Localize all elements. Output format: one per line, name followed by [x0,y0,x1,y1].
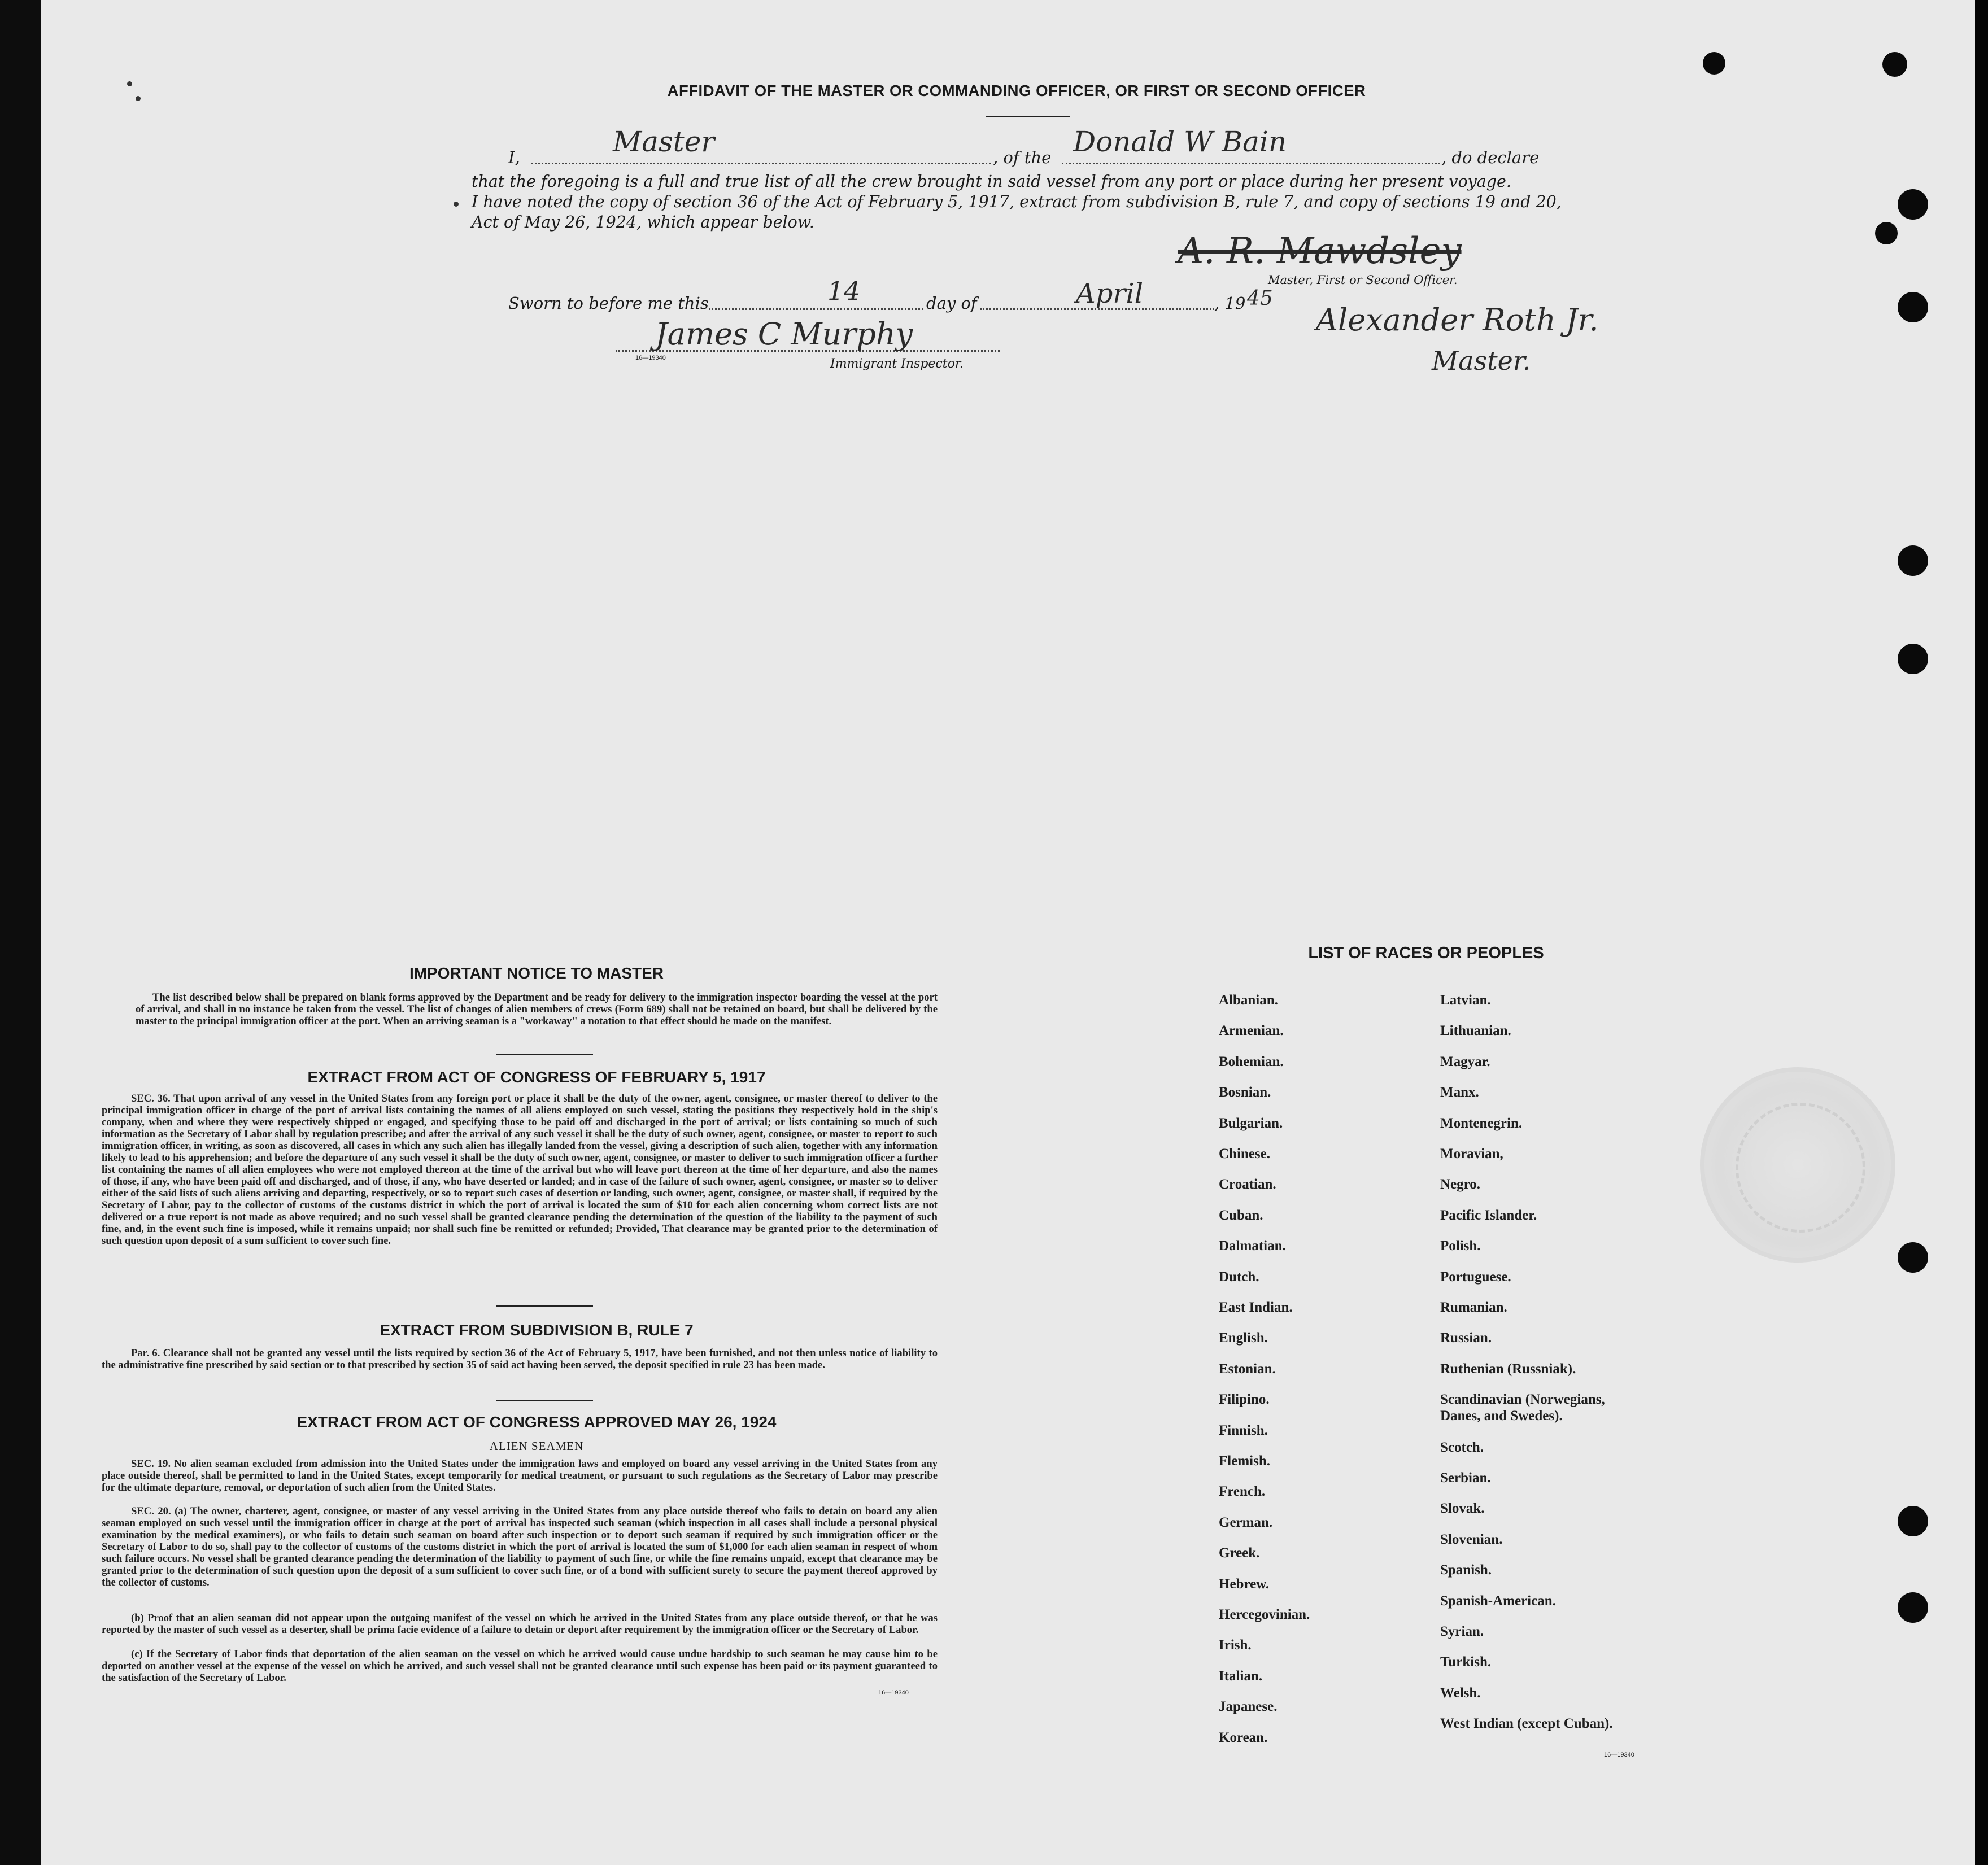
race-item: Magyar. [1440,1054,1490,1069]
extract-1917-text: SEC. 36. That upon arrival of any vessel in the United States from any foreign port or place it shall be the duty of the owner, agent, consignee, or master thereof to deliver to the principal immigration officer in charge of the port of arrival lists containing the names of all aliens employed on such vessel, stating the positions they respectively hold in the ship's company, when and where they were respectively shipped or engaged, and specifying those to be paid off and discharged in the port of arrival; or lists containing so much of such information as the Secretary of Labor shall by regulation prescribe; and after the arrival of any such vessel it shall be the duty of such owner, agent, consignee, or master to report to such immigration officer, in writing, as soon as discovered, all cases in which any such alien has illegally landed from the vessel, giving a description of such alien, together with any information likely to lead to his apprehension; and before the departure of any such vessel it shall be the duty of such owner, agent, consignee, or master to deliver to such immigration officer a further list containing the names of all alien employees who were not employed thereon at the time of the arrival but who will leave port thereon at the time of her departure, and also the names of those, if any, who have been paid off and discharged, and of those, if any, who have deserted or landed; and in case of the failure of such owner, agent, consignee, or master so to deliver either of the said lists of such aliens arriving and departing, respectively, or so to report such cases of desertion or landing, such owner, agent, consignee, or master shall, if required by the Secretary of Labor, pay to the collector of customs of the customs district in which the port of arrival is located the sum of $10 for each alien concerning whom correct lists are not delivered or a true report is not made as above required; and no such vessel shall be granted clearance pending the determination of the question of the liability to the payment of such fine, and, in the event such fine is imposed, while it remains unpaid; nor shall such fine be remitted or refunded; Provided, That clearance may be granted prior to the determination of such question upon deposit of a sum sufficient to cover such fine. [102,1093,938,1247]
binder-hole [1898,644,1928,674]
month-handwritten: April [1076,278,1144,309]
inspector-signature: James C Murphy [655,316,913,352]
race-item: Flemish. [1219,1453,1270,1469]
race-item: Hebrew. [1219,1576,1270,1592]
notice-rule [496,1054,593,1055]
master-caption: Master, First or Second Officer. [1268,273,1458,287]
races-title: LIST OF RACES OR PEOPLES [1308,944,1544,962]
race-item: German. [1219,1514,1273,1530]
race-item: Ruthenian (Russniak). [1440,1361,1576,1377]
inspector-caption: Immigrant Inspector. [830,357,964,371]
binder-hole [1898,189,1928,220]
race-item: Chinese. [1219,1146,1270,1161]
race-item: Portuguese. [1440,1269,1511,1285]
race-item: Manx. [1440,1085,1479,1100]
race-item: Serbian. [1440,1470,1491,1486]
rank-line [531,163,991,164]
race-item: Italian. [1219,1668,1263,1684]
race-item: Pacific Islander. [1440,1207,1537,1223]
do-declare-label: , do declare [1441,148,1540,167]
binder-hole [1898,545,1928,576]
extract-1917-title: EXTRACT FROM ACT OF CONGRESS OF FEBRUARY 5, 1917 [307,1068,766,1086]
declaration-line-4: Act of May 26, 1924, which appear below. [472,213,814,232]
extract-rule7-text: Par. 6. Clearance shall not be granted any vessel until the lists required by section 36 of the Act of February 5, 1917, have been furnished, and not then unless notice of liability to the administrative fine prescribed by said section or to that prescribed by section 35 of said act having been served, the deposit specified in rule 23 has been made. [102,1347,938,1371]
day-of-label: day of [926,294,977,313]
notice-title: IMPORTANT NOTICE TO MASTER [409,964,664,982]
race-item: Cuban. [1219,1207,1263,1223]
race-item: Filipino. [1219,1392,1270,1408]
race-item: Russian. [1440,1330,1492,1346]
race-item: Albanian. [1219,993,1278,1008]
race-item: Bosnian. [1219,1085,1271,1100]
paper-speck [136,96,141,101]
race-item: Slovenian. [1440,1531,1503,1547]
affidavit-i-label: I, [508,148,520,167]
race-item: Bohemian. [1219,1054,1284,1069]
binder-hole [1898,1242,1928,1273]
race-item: Montenegrin. [1440,1115,1523,1131]
extract-1924-sec20c: (c) If the Secretary of Labor finds that deportation of the alien seaman on the vessel on which he arrived would cause undue hardship to such seaman he may cause him to be deported on another vessel at the expense of the vessel on which he arrived, and such vessel shall not be granted clearance until such expense has been paid or its payment guaranteed to the satisfaction of the Secretary of Labor. [102,1648,938,1684]
master-signature: A. R. Mawdsley [1178,230,1462,272]
race-item: Hercegovinian. [1219,1607,1310,1622]
race-item: Scandinavian (Norwegians, Danes, and Swedes). [1440,1392,1605,1424]
race-item: Negro. [1440,1177,1481,1193]
race-item: Dutch. [1219,1269,1259,1285]
race-item: Moravian, [1440,1146,1503,1161]
year-prefix: , 19 [1214,294,1246,313]
race-item: Lithuanian. [1440,1023,1511,1039]
affidavit-title: AFFIDAVIT OF THE MASTER OR COMMANDING OFFICER, OR FIRST OR SECOND OFFICER [667,82,1366,99]
extract-1924-sec20b: (b) Proof that an alien seaman did not appear upon the outgoing manifest of the vessel on which he arrived in the United States from any place outside thereof, or that he was reported by the master of such vessel as a deserter, shall be prima facie evidence of a failure to detain or deport after requirement by the immigration officer or the Secretary of Labor. [102,1612,938,1636]
race-item: Spanish. [1440,1562,1492,1578]
race-item: Slovak. [1440,1501,1485,1517]
race-item: West Indian (except Cuban). [1440,1716,1613,1732]
binder-hole [1882,52,1907,77]
race-item: Armenian. [1219,1023,1284,1039]
declaration-line-3: I have noted the copy of section 36 of the Act of February 5, 1917, extract from subdivision B, rule 7, and copy of sections 19 and 20, [472,193,1562,211]
race-item: Finnish. [1219,1422,1268,1438]
race-item: East Indian. [1219,1300,1293,1315]
sworn-label: Sworn to before me this [508,294,709,313]
scan-border-right [1975,0,1988,1865]
race-item: Korean. [1219,1729,1268,1745]
race-item: English. [1219,1330,1268,1346]
extract-1924-subtitle: ALIEN SEAMEN [489,1439,584,1453]
race-item: Japanese. [1219,1699,1278,1715]
year-handwritten: 45 [1247,287,1273,310]
race-item: Croatian. [1219,1177,1276,1193]
race-item: Irish. [1219,1637,1252,1653]
binder-hole [1875,222,1898,244]
of-the-label: , of the [993,148,1052,167]
day-handwritten: 14 [827,276,861,306]
extract-1917-rule [496,1305,593,1307]
binder-hole [1898,292,1928,322]
rank-handwritten: Master [613,125,715,158]
race-item: Syrian. [1440,1623,1484,1639]
race-item: Scotch. [1440,1439,1484,1455]
extract-1924-sec19: SEC. 19. No alien seaman excluded from admission into the United States under the immigration laws and employed on board any vessel arriving in the United States from any place outside thereof, shall be permitted to land in the United States, except temporarily for medical treatment, or pursuant to such regulations as the Secretary of Labor may prescribe for the ultimate departure, removal, or deportation of such alien from the United States. [102,1458,938,1493]
race-item: Bulgarian. [1219,1115,1283,1131]
race-item: Polish. [1440,1238,1481,1254]
notice-text: The list described below shall be prepared on blank forms approved by the Department and be ready for delivery to the immigration inspector boarding the vessel at the port of arrival, and shall in no instance be taken from the vessel. The list of changes of alien members of crews (Form 689) shall not be retained on board, but shall be delivered by the master to the principal immigration officer at the port. When an arriving seaman is a "workaway" a notation to that effect should be made on the manifest. [136,992,938,1027]
vessel-handwritten: Donald W Bain [1073,125,1287,158]
race-item: Latvian. [1440,993,1491,1008]
race-item: Spanish-American. [1440,1593,1556,1609]
extract-1924-form-number: 16—19340 [878,1689,909,1696]
race-item: Greek. [1219,1545,1260,1561]
race-item: Estonian. [1219,1361,1276,1377]
extract-rule7-title: EXTRACT FROM SUBDIVISION B, RULE 7 [380,1321,694,1339]
scan-border-left [0,0,41,1865]
extract-1924-sec20a: SEC. 20. (a) The owner, charterer, agent, consignee, or master of any vessel arriving in the United States from any place outside thereof who fails to detain on board any alien seaman employed on such vessel until the immigration officer in charge at the port of arrival has inspected such seaman (which inspection in all cases shall include a personal physical examination by the medical examiners), or who fails to detain such seaman on board after such inspection or to deport such seaman if required by such immigration officer or the Secretary of Labor to do so, shall pay to the collector of customs of the customs district in which the port of arrival is located the sum of $1,000 for each alien seaman in respect of whom such failure occurs. No vessel shall be granted clearance pending the determination of the liability to payment of such fine, or while the fine remains unpaid, except that clearance may be granted prior to the determination of such question upon the deposit of a sum sufficient to cover such fine, or of a bond with sufficient surety to secure the payment thereof approved by the collector of customs. [102,1505,938,1588]
side-signature-title: Master. [1432,346,1531,376]
binder-hole [1703,52,1725,75]
race-item: Dalmatian. [1219,1238,1286,1254]
binder-hole [1898,1506,1928,1536]
day-line [709,308,923,310]
inspector-form-number: 16—19340 [635,355,666,361]
paper-speck [127,81,132,86]
race-item: Welsh. [1440,1685,1481,1701]
paper-speck [454,202,459,207]
binder-hole [1898,1592,1928,1623]
side-signature-name: Alexander Roth Jr. [1316,302,1599,338]
race-item: French. [1219,1484,1266,1500]
extract-rule7-rule [496,1400,593,1401]
race-item: Turkish. [1440,1654,1492,1670]
declaration-line-2: that the foregoing is a full and true list of all the crew brought in said vessel from any port or place during her present voyage. [472,172,1511,191]
title-rule [986,116,1070,117]
extract-1924-title: EXTRACT FROM ACT OF CONGRESS APPROVED MAY 26, 1924 [297,1413,777,1431]
vessel-line [1062,163,1440,164]
race-item: Rumanian. [1440,1300,1507,1315]
embossed-seal [1700,1067,1895,1263]
races-form-number: 16—19340 [1604,1752,1634,1758]
